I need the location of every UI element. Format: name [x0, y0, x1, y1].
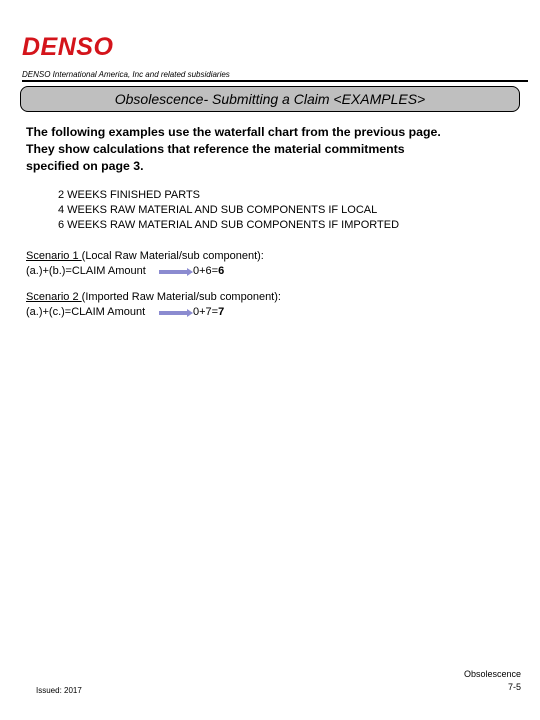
- page-number: 7-5: [507, 682, 521, 692]
- arrow-right-icon: [159, 309, 193, 317]
- denso-logo: [22, 33, 130, 65]
- intro-line: specified on page 3.: [26, 159, 144, 173]
- intro-line: The following examples use the waterfall chart from the previous page.: [26, 125, 441, 139]
- scenario-result: [193, 264, 224, 279]
- scenario-description: (Local Raw Material/sub component):: [81, 250, 264, 262]
- scenario-calculation: [26, 264, 264, 279]
- scenario-label: Scenario 1: [26, 250, 82, 262]
- commitment-item: 4 WEEKS RAW MATERIAL AND SUB COMPONENTS IF LOCAL: [58, 204, 378, 216]
- issued-date: Issued: 2017: [36, 686, 82, 695]
- section-name: Obsolescence: [463, 669, 521, 679]
- logo-text: DENSO: [22, 33, 114, 61]
- scenario-result: [193, 305, 224, 320]
- intro-line: They show calculations that reference the material commitments: [26, 142, 405, 156]
- result-value: 7: [218, 306, 225, 318]
- header-divider: [22, 80, 528, 82]
- scenario-heading: [26, 249, 264, 264]
- result-expression: 0+7=: [193, 306, 219, 318]
- page-title: Obsolescence- Submitting a Claim <EXAMPLES>: [114, 91, 426, 107]
- result-value: 6: [218, 265, 225, 277]
- company-name: DENSO International America, Inc and related subsidiaries: [22, 70, 230, 79]
- material-commitments-list: [58, 188, 399, 233]
- scenario-formula: (a.)+(b.)=CLAIM Amount: [26, 265, 146, 277]
- intro-paragraph: [26, 124, 526, 175]
- scenario-description: (Imported Raw Material/sub component):: [81, 291, 281, 303]
- page-footer: [464, 668, 521, 694]
- commitment-item: 6 WEEKS RAW MATERIAL AND SUB COMPONENTS IF IMPORTED: [58, 219, 400, 231]
- scenario-formula: (a.)+(c.)=CLAIM Amount: [26, 306, 146, 318]
- arrow-right-icon: [159, 268, 193, 276]
- scenario-calculation: [26, 305, 281, 320]
- scenario-1: [26, 249, 264, 279]
- page-title-bar: [20, 86, 520, 112]
- scenario-heading: [26, 290, 281, 305]
- commitment-item: 2 WEEKS FINISHED PARTS: [58, 189, 201, 201]
- scenario-2: [26, 290, 281, 320]
- scenario-label: Scenario 2: [26, 291, 82, 303]
- result-expression: 0+6=: [193, 265, 219, 277]
